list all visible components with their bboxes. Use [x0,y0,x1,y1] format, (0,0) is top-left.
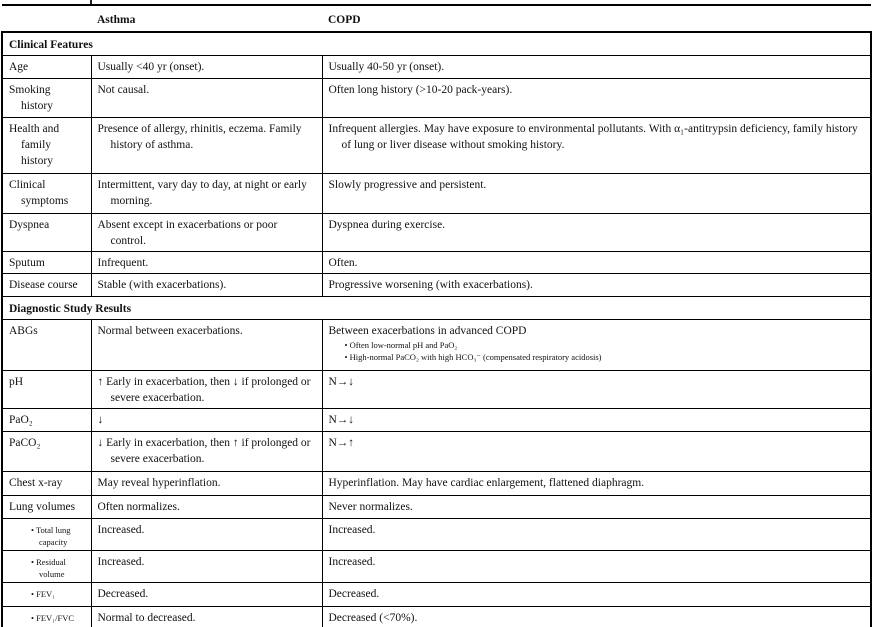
row-total-lung-capacity [2,519,871,551]
row-dyspnea [2,214,871,252]
cell-fev1-copd: Decreased. [322,583,871,607]
cell-age-copd: Usually 40-50 yr (onset). [322,56,871,79]
header-asthma: Asthma [91,5,322,32]
cell-smoking-copd: Often long history (>10-20 pack-years). [322,79,871,118]
cell-fev1fvc-asthma: Normal to decreased. [91,607,322,627]
section-row-clinical-features [2,32,871,56]
cell-symptoms-copd: Slowly progressive and persistent. [322,174,871,214]
cell-smoking-asthma: Not causal. [91,79,322,118]
row-pao2 [2,409,871,432]
cell-paco2-label: PaCO₂ [2,432,91,472]
row-abgs [2,320,871,371]
abgs-copd-bullet-2: • High-normal PaCO₂ with high HCO₃⁻ (compensated respiratory acidosis) [345,351,865,363]
row-fev1 [2,583,871,607]
cell-course-asthma: Stable (with exacerbations). [91,274,322,297]
row-chest-xray [2,472,871,496]
cell-course-label: Disease course [2,274,91,297]
cell-ph-copd: N→↓ [322,371,871,409]
cell-smoking-label: Smoking history [2,79,91,118]
cell-sputum-label: Sputum [2,252,91,274]
cell-health-label: Health and family history [2,118,91,174]
cell-fev1-asthma: Decreased. [91,583,322,607]
cell-lungvol-label: Lung volumes [2,496,91,519]
cell-rv-asthma: Increased. [91,551,322,583]
cell-lungvol-asthma: Often normalizes. [91,496,322,519]
row-clinical-symptoms [2,174,871,214]
cell-tlc-label: • Total lung capacity [2,519,91,551]
row-smoking-history [2,79,871,118]
cell-pao2-copd: N→↓ [322,409,871,432]
row-lung-volumes [2,496,871,519]
cell-rv-copd: Increased. [322,551,871,583]
header-copd: COPD [322,5,871,32]
cell-chest-label: Chest x-ray [2,472,91,496]
row-paco2 [2,432,871,472]
cell-pao2-asthma: ↓ [91,409,322,432]
cell-sputum-asthma: Infrequent. [91,252,322,274]
cell-fev1fvc-copd: Decreased (<70%). [322,607,871,627]
cell-tlc-copd: Increased. [322,519,871,551]
cell-fev1-label: • FEV₁ [2,583,91,607]
cell-lungvol-copd: Never normalizes. [322,496,871,519]
cell-ph-label: pH [2,371,91,409]
cell-course-copd: Progressive worsening (with exacerbations). [322,274,871,297]
abgs-copd-intro: Between exacerbations in advanced COPD [328,325,527,337]
cell-dyspnea-label: Dyspnea [2,214,91,252]
cell-rv-label: • Residual volume [2,551,91,583]
cell-symptoms-asthma: Intermittent, vary day to day, at night or early morning. [91,174,322,214]
cell-chest-asthma: May reveal hyperinflation. [91,472,322,496]
cell-abgs-label: ABGs [2,320,91,371]
cell-age-asthma: Usually <40 yr (onset). [91,56,322,79]
table-header-row [2,5,871,32]
cell-pao2-label: PaO₂ [2,409,91,432]
asthma-copd-comparison-table [1,4,872,627]
cell-symptoms-label: Clinical symptoms [2,174,91,214]
row-sputum [2,252,871,274]
cell-health-asthma: Presence of allergy, rhinitis, eczema. Family history of asthma. [91,118,322,174]
cell-tlc-asthma: Increased. [91,519,322,551]
cell-age-label: Age [2,56,91,79]
row-fev1-fvc [2,607,871,627]
cell-sputum-copd: Often. [322,252,871,274]
row-residual-volume [2,551,871,583]
cell-paco2-copd: N→↑ [322,432,871,472]
cell-health-copd: Infrequent allergies. May have exposure to environmental pollutants. With α₁-antitrypsin deficiency, family history of lung or liver disease without smoking history. [322,118,871,174]
cell-abgs-asthma: Normal between exacerbations. [91,320,322,371]
row-ph [2,371,871,409]
cell-dyspnea-asthma: Absent except in exacerbations or poor control. [91,214,322,252]
cell-abgs-copd [322,320,871,371]
cell-chest-copd: Hyperinflation. May have cardiac enlargement, flattened diaphragm. [322,472,871,496]
row-age [2,56,871,79]
cell-paco2-asthma: ↓ Early in exacerbation, then ↑ if prolonged or severe exacerbation. [91,432,322,472]
cell-ph-asthma: ↑ Early in exacerbation, then ↓ if prolonged or severe exacerbation. [91,371,322,409]
section-row-diagnostic-results [2,297,871,320]
section-title-diagnostic-results: Diagnostic Study Results [2,297,871,320]
header-empty-cell [2,5,91,32]
row-health-family-history [2,118,871,174]
abgs-copd-bullet-1: • Often low-normal pH and PaO₂ [345,339,865,351]
row-disease-course [2,274,871,297]
cell-fev1fvc-label: • FEV₁/FVC [2,607,91,627]
section-title-clinical-features: Clinical Features [2,32,871,56]
cell-dyspnea-copd: Dyspnea during exercise. [322,214,871,252]
